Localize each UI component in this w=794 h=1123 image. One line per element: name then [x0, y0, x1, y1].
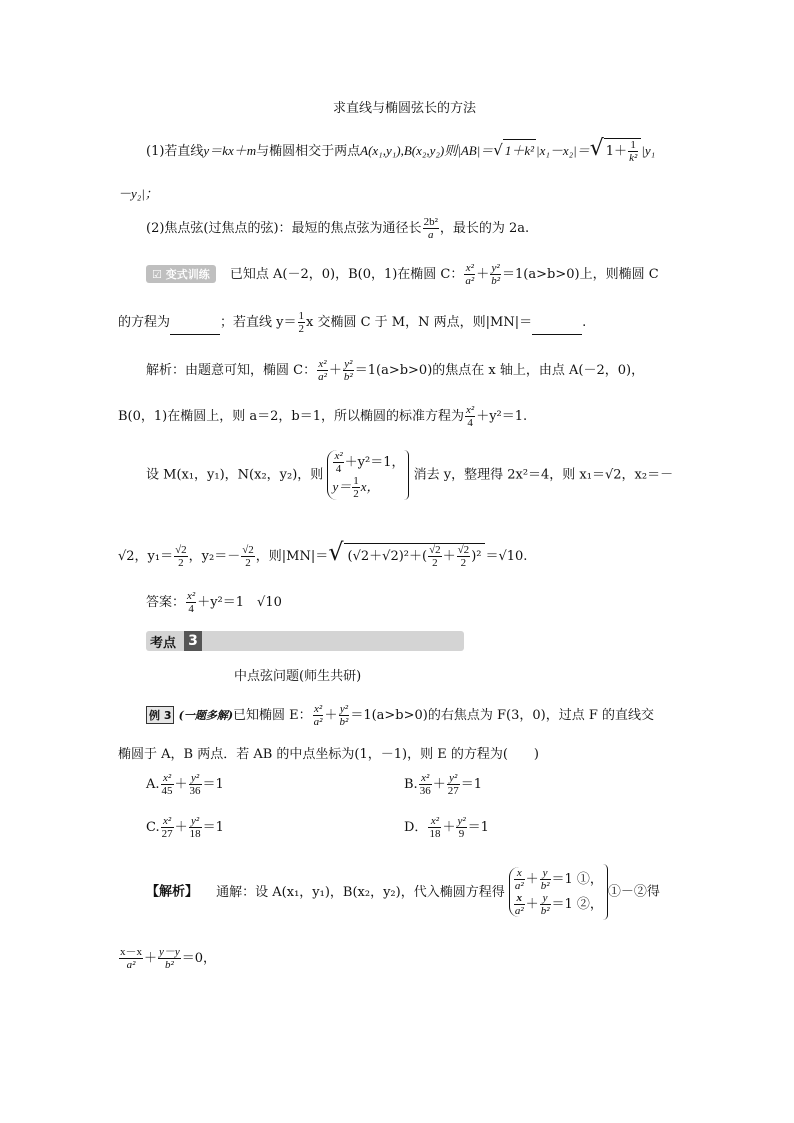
analysis-4c: ，则|MN|＝: [255, 549, 329, 564]
frac-x: x: [514, 892, 525, 905]
method-2: [146, 216, 529, 241]
frac-a2: a²: [514, 905, 524, 917]
option-d1: 27: [161, 828, 173, 840]
eq-2: ＝1 ②，: [551, 897, 603, 912]
frac-x2: x²: [428, 815, 441, 828]
chord-ab: 则|AB|＝: [444, 143, 494, 158]
variant-line2: [118, 310, 586, 335]
frac-y2: y²: [189, 815, 202, 828]
option-a[interactable]: A. $\frac{\text{x²}}{45}$ ＋ $\frac{\text{y²}}{36}$ ＝1: [146, 772, 224, 797]
method-1: [146, 136, 655, 164]
method-2-text: (2)焦点弦(过焦点的弦)：最短的焦点弦为通径长: [146, 221, 422, 236]
frac-4: 4: [467, 417, 473, 429]
frac-num: 1: [628, 139, 638, 152]
option-d1: 18: [429, 828, 441, 840]
analysis-3a: 设 M(x₁，y₁)，N(x₂，y₂)，则: [146, 467, 324, 483]
method-1-mid: 与椭圆相交于两点: [256, 144, 361, 159]
sqrt-one-plus: 1＋: [605, 144, 628, 159]
option-d2: 18: [189, 828, 201, 840]
option-d[interactable]: D． $\frac{\text{x²}}{18}$ ＋ $\frac{\text{y²}}{9}$ ＝1: [404, 815, 489, 840]
option-label: A.: [146, 777, 160, 792]
frac-y2: y²: [339, 703, 348, 715]
option-label: B.: [404, 777, 418, 792]
topic-bar: [146, 631, 464, 651]
line-equation: y＝kx＋m: [203, 143, 257, 158]
topic-number: 3: [184, 631, 202, 651]
section-title: 求直线与椭圆弦长的方法: [333, 101, 477, 116]
frac-b2: b²: [164, 959, 174, 971]
analysis-2a: B(0，1)在椭圆上，则 a＝2，b＝1，所以椭圆的标准方程为: [118, 409, 464, 424]
frac-y2: y²: [491, 262, 500, 274]
variant-q3: 的方程为: [118, 315, 171, 330]
frac-sqrt2: √2: [429, 544, 441, 556]
frac-a2: a²: [465, 275, 475, 287]
answer-label: 答案：: [146, 595, 186, 610]
frac-4: 4: [335, 463, 342, 475]
example-tag: (一题多解): [178, 709, 234, 722]
method-2-tail: ，最长的为 2a.: [439, 221, 530, 236]
frac-b2: b²: [343, 371, 353, 383]
frac-b2: b²: [339, 716, 349, 728]
option-d1: 36: [419, 785, 431, 797]
option-d2: 36: [189, 785, 201, 797]
answer-line: [146, 590, 282, 615]
method-1-lead: (1)若直线: [146, 144, 204, 159]
equation-system: [327, 450, 404, 500]
variant-q4: ；若直线 y＝: [220, 315, 297, 330]
frac-b2: b²: [540, 880, 550, 892]
example-3-line2: 椭圆于 A，B 两点．若 AB 的中点坐标为(1，－1)，则 E 的方程为( ): [118, 747, 539, 762]
analysis-1a: 解析：由题意可知，椭圆 C：: [146, 363, 317, 378]
half-num: 1: [353, 475, 359, 487]
frac-b2: b²: [491, 275, 501, 287]
sqrt-inv-k2: [604, 138, 641, 164]
frac-y: y: [540, 892, 551, 905]
frac-x2: x²: [466, 404, 475, 416]
example-t1: 已知椭圆 E：: [233, 708, 312, 723]
frac-x2: x²: [465, 262, 474, 274]
frac-sqrt2: √2: [457, 544, 470, 556]
analysis-line2: [118, 404, 527, 429]
option-b[interactable]: B. $\frac{\text{x²}}{36}$ ＋ $\frac{\text{y²}}{27}$ ＝1: [404, 772, 482, 797]
example-3: 例 3 (一题多解)已知椭圆 E： $\frac{\text{x²}}{\text{a²}}$ ＋ $\frac{\text{y²}}{\text{b²}}$ ＝1(a>b>0)的右焦点为 F(3，0)，过点 F 的直线交: [146, 703, 654, 728]
subsection-title: 中点弦问题(师生共研): [234, 669, 362, 684]
frac-2: 2: [460, 557, 467, 569]
frac-a2: a²: [126, 959, 136, 971]
frac-a2: a²: [514, 880, 524, 892]
frac-xx: x－x: [120, 946, 142, 958]
sqrt-1k2: 1＋k²: [503, 139, 536, 159]
frac-x2: x²: [419, 772, 432, 785]
frac-x2: x²: [334, 450, 343, 462]
half-den: 2: [353, 488, 359, 500]
option-label: C.: [146, 820, 160, 835]
variant-q6: .: [582, 315, 587, 330]
frac-x2: x²: [161, 772, 174, 785]
method-1-line2: －y₂|；: [118, 186, 158, 201]
frac-y2: y²: [189, 772, 202, 785]
analysis-1b: ＝1(a>b>0)的焦点在 x 轴上，由点 A(－2，0)，: [354, 363, 645, 378]
example-t2: ＝1(a>b>0)的右焦点为 F(3，0)，过点 F 的直线交: [350, 708, 654, 723]
frac-a2: a²: [313, 716, 323, 728]
solution-t2: ①－②得: [607, 884, 660, 900]
option-tail: ＝1: [202, 777, 224, 792]
frac-sqrt2: √2: [242, 544, 254, 556]
option-tail: ＝1: [467, 820, 489, 835]
frac-sqrt2: √2: [175, 544, 187, 556]
frac-yy: y－y: [159, 946, 180, 958]
frac-2: 2: [178, 557, 184, 569]
option-d1: 45: [161, 785, 173, 797]
points-ab: A(x₁,y₁),B(x₂,y₂): [360, 143, 445, 158]
variant-exercise: ☑ 变式训练 已知点 A(－2，0)，B(0，1)在椭圆 C： $\frac{\text{x²}}{\text{a²}}$ ＋ $\frac{\text{y²}}{\text{b²}}$ ＝1(a>b>0)上，则椭圆 C: [146, 262, 659, 287]
solution-t3: ＝0，: [181, 951, 217, 966]
option-tail: ＝1: [202, 820, 224, 835]
solution-t1: 通解：设 A(x₁，y₁)，B(x₂，y₂)，代入椭圆方程得: [216, 884, 505, 900]
frac-b2: b²: [540, 905, 550, 917]
frac-y2: y²: [447, 772, 460, 785]
y-diff-start: |y₁: [641, 143, 656, 158]
latus-num: 2b²: [423, 216, 438, 228]
frac-2: 2: [245, 557, 251, 569]
half-num: 1: [298, 310, 304, 322]
frac-2: 2: [432, 557, 438, 569]
analysis-line4: [118, 538, 527, 569]
answer-blank-2[interactable]: [532, 322, 582, 335]
topic-label: 考点: [150, 636, 177, 651]
option-d2: 27: [447, 785, 459, 797]
variant-q5: x 交椭圆 C 于 M，N 两点，则|MN|＝: [306, 315, 533, 330]
sqrt-mn: (√2＋√2)²＋( $\frac{√2}{2}$ ＋ $\frac{√2}{2}$ )²: [344, 543, 486, 569]
frac-x2: x²: [313, 703, 323, 715]
latus-den: a: [427, 229, 434, 241]
option-d2: 9: [458, 828, 465, 840]
frac-y2: y²: [344, 358, 353, 370]
sqrt-sign: √: [493, 141, 503, 159]
variant-badge: [146, 265, 216, 283]
option-tail: ＝1: [460, 777, 482, 792]
option-c[interactable]: C. $\frac{\text{x²}}{27}$ ＋ $\frac{\text{y²}}{18}$ ＝1: [146, 815, 224, 840]
analysis-4e: ＝√10.: [485, 549, 528, 564]
right-brace: [404, 450, 409, 500]
half-den: 2: [298, 323, 304, 335]
sqrt-sign-3: √: [328, 538, 344, 566]
check-icon: ☑: [152, 268, 162, 281]
solution: [146, 864, 660, 920]
variant-q1: 已知点 A(－2，0)，B(0，1)在椭圆 C：: [229, 267, 464, 282]
sqrt-sign-2: √: [589, 136, 604, 161]
frac-x: x: [514, 867, 525, 880]
solution-line2: $\frac{x-x}{\text{a²}}$ ＋ $\frac{y-y}{\text{b²}}$ ＝0，: [120, 946, 217, 971]
frac-den: k²: [629, 152, 638, 164]
analysis-2b: ＋y²＝1.: [476, 409, 528, 424]
example-badge: 例 3: [146, 706, 174, 724]
eq-1: ＝1 ①，: [551, 872, 603, 887]
analysis-line1: 解析：由题意可知，椭圆 C： $\frac{\text{x²}}{\text{a²}}$ ＋ $\frac{\text{y²}}{\text{b²}}$ ＝1(a>b>0)的焦点在 x 轴上，由点 A(－2，0)，: [146, 358, 645, 383]
frac-x2: x²: [318, 358, 327, 370]
analysis-line3: [146, 450, 673, 500]
analysis-4a: √2，y₁＝: [118, 549, 174, 564]
frac-4: 4: [188, 603, 194, 615]
answer-blank-1[interactable]: [170, 322, 220, 335]
frac-y: y: [540, 867, 551, 880]
elliptic-system: $\frac{x}{\text{a²}}$ ＋ $\frac{y}{\text{b²}}$ ＝1 ①， $\frac{x}{\text{a²}}$ ＋ $\frac{y}{\text{b²}}$ ＝1 ②，: [509, 867, 603, 917]
frac-x2: x²: [187, 590, 196, 602]
analysis-4d: (√2＋√2)²＋: [347, 549, 422, 564]
analysis-3b: 消去 y，整理得 2x²＝4，则 x₁＝√2，x₂＝－: [413, 467, 674, 483]
system-eq2: y＝: [332, 479, 352, 494]
system-eq1: ＋y²＝1，: [344, 455, 405, 470]
variant-badge-label: 变式训练: [165, 268, 210, 281]
x-diff: |x₁－x₂|＝: [536, 143, 590, 158]
frac-a2: a²: [318, 371, 327, 383]
answer-value: ＋y²＝1 √10: [197, 595, 282, 610]
option-label: D．: [404, 820, 428, 835]
frac-x2: x²: [161, 815, 174, 828]
analysis-4b: ，y₂＝－: [188, 549, 241, 564]
variant-q2: ＝1(a>b>0)上，则椭圆 C: [502, 267, 659, 282]
frac-y2: y²: [457, 815, 466, 827]
system-eq2b: x，: [360, 479, 380, 494]
solution-label: 【解析】: [146, 884, 199, 900]
